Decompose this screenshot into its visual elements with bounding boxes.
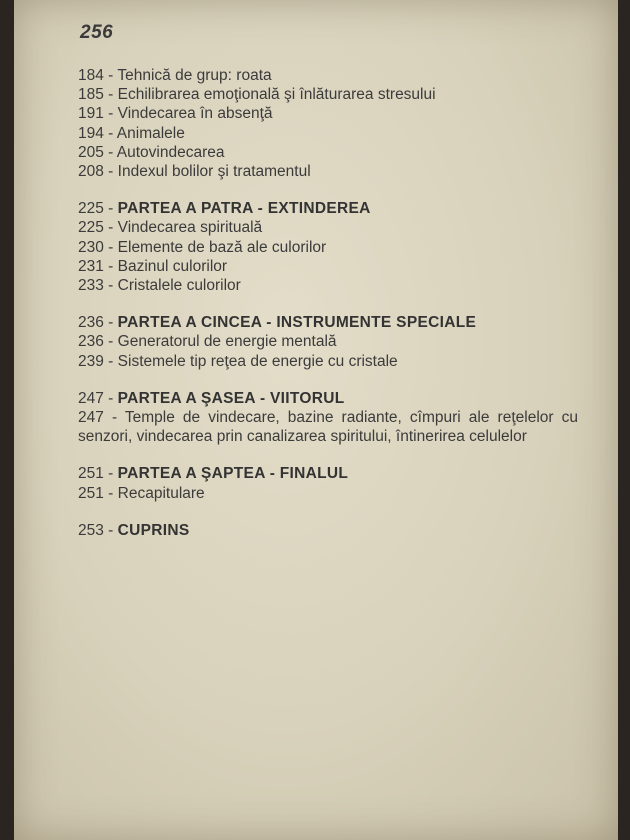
toc-separator: - bbox=[103, 277, 118, 295]
toc-page-number: 194 bbox=[78, 124, 104, 142]
toc-entry bbox=[78, 124, 578, 143]
toc-page-number: 239 bbox=[78, 352, 104, 370]
toc-entry bbox=[78, 85, 578, 104]
toc-section bbox=[78, 464, 578, 502]
toc-section bbox=[78, 521, 578, 540]
toc-part-heading bbox=[78, 389, 578, 408]
toc-page-number: 208 bbox=[78, 163, 104, 181]
toc-separator: - bbox=[103, 238, 118, 256]
toc-section bbox=[78, 389, 578, 447]
toc-page-number: 191 bbox=[78, 105, 104, 123]
toc-separator: - bbox=[103, 105, 118, 123]
toc-separator: - bbox=[103, 163, 118, 181]
toc-title: Indexul bolilor şi tratamentul bbox=[117, 163, 311, 181]
toc-entry bbox=[78, 332, 578, 351]
toc-entry bbox=[78, 257, 578, 276]
toc-page-number: 225 bbox=[78, 219, 104, 237]
toc-title: Autovindecarea bbox=[116, 143, 225, 161]
toc-page-number: 185 bbox=[78, 86, 104, 104]
toc-page-number: 231 bbox=[78, 257, 104, 275]
toc-entry bbox=[78, 143, 578, 162]
toc-title: Echilibrarea emoţională şi înlăturarea stresului bbox=[117, 86, 436, 104]
toc-title: Generatorul de energie mentală bbox=[117, 333, 337, 351]
toc-page-number: 251 bbox=[78, 484, 104, 502]
toc-title: Vindecarea spirituală bbox=[117, 219, 263, 237]
toc-page-number: 251 bbox=[78, 465, 104, 483]
toc-separator: - bbox=[103, 333, 118, 351]
toc-entry bbox=[78, 218, 578, 237]
toc-section bbox=[78, 66, 578, 181]
toc-part-heading bbox=[78, 199, 578, 218]
toc-title: PARTEA A CINCEA - INSTRUMENTE SPECIALE bbox=[117, 314, 477, 332]
toc-page-number: 225 bbox=[78, 200, 104, 218]
toc-page-number: 236 bbox=[78, 314, 104, 332]
toc-part-heading bbox=[78, 313, 578, 332]
toc-separator: - bbox=[103, 67, 118, 84]
toc-separator: - bbox=[103, 200, 118, 218]
toc-entry bbox=[78, 408, 578, 446]
toc-title: Animalele bbox=[116, 124, 185, 142]
toc-part-heading bbox=[78, 521, 578, 540]
toc-part-heading bbox=[78, 464, 578, 483]
toc-entry bbox=[78, 66, 578, 85]
toc-title: Recapitulare bbox=[117, 484, 205, 502]
toc-separator: - bbox=[103, 409, 125, 427]
toc-section bbox=[78, 313, 578, 371]
toc-entry bbox=[78, 352, 578, 371]
toc-title: CUPRINS bbox=[117, 521, 190, 539]
toc-entry bbox=[78, 484, 578, 503]
toc-separator: - bbox=[103, 257, 118, 275]
toc-title: Cristalele culorilor bbox=[117, 277, 241, 295]
book-page bbox=[14, 0, 618, 840]
toc-title: Elemente de bază ale culorilor bbox=[117, 238, 327, 256]
toc-page-number: 230 bbox=[78, 238, 104, 256]
toc-page-number: 247 bbox=[78, 389, 104, 407]
toc-page-number: 236 bbox=[78, 333, 104, 351]
toc-title: Vindecarea în absenţă bbox=[117, 105, 273, 123]
toc-separator: - bbox=[103, 521, 118, 539]
toc-separator: - bbox=[103, 124, 117, 142]
toc-separator: - bbox=[103, 352, 118, 370]
toc-page-number: 253 bbox=[78, 521, 104, 539]
toc-separator: - bbox=[103, 389, 118, 407]
table-of-contents bbox=[78, 66, 578, 558]
toc-page-number: 247 bbox=[78, 409, 104, 427]
toc-title: PARTEA A PATRA - EXTINDEREA bbox=[117, 200, 371, 218]
toc-separator: - bbox=[103, 86, 118, 104]
toc-title: PARTEA A ŞAPTEA - FINALUL bbox=[117, 465, 349, 483]
toc-entry bbox=[78, 104, 578, 123]
toc-page-number: 205 bbox=[78, 143, 104, 161]
page-number: 256 bbox=[80, 22, 114, 43]
toc-title: Bazinul culorilor bbox=[117, 257, 228, 275]
toc-title: Temple de vindecare, bazine radiante, cîmpuri ale reţelelor cu senzori, vindecarea prin canalizarea spiritului, întinerirea celulelor bbox=[78, 409, 578, 446]
toc-separator: - bbox=[103, 143, 117, 161]
toc-section bbox=[78, 199, 578, 295]
toc-entry bbox=[78, 162, 578, 181]
toc-entry bbox=[78, 238, 578, 257]
toc-page-number: 184 bbox=[78, 67, 104, 84]
toc-title: Sistemele tip reţea de energie cu cristale bbox=[117, 352, 398, 370]
toc-title: PARTEA A ŞASEA - VIITORUL bbox=[117, 389, 345, 407]
toc-separator: - bbox=[103, 465, 118, 483]
toc-entry bbox=[78, 276, 578, 295]
toc-separator: - bbox=[103, 219, 118, 237]
toc-separator: - bbox=[103, 484, 118, 502]
toc-page-number: 233 bbox=[78, 277, 104, 295]
toc-separator: - bbox=[103, 314, 118, 332]
toc-title: Tehnică de grup: roata bbox=[117, 67, 272, 84]
